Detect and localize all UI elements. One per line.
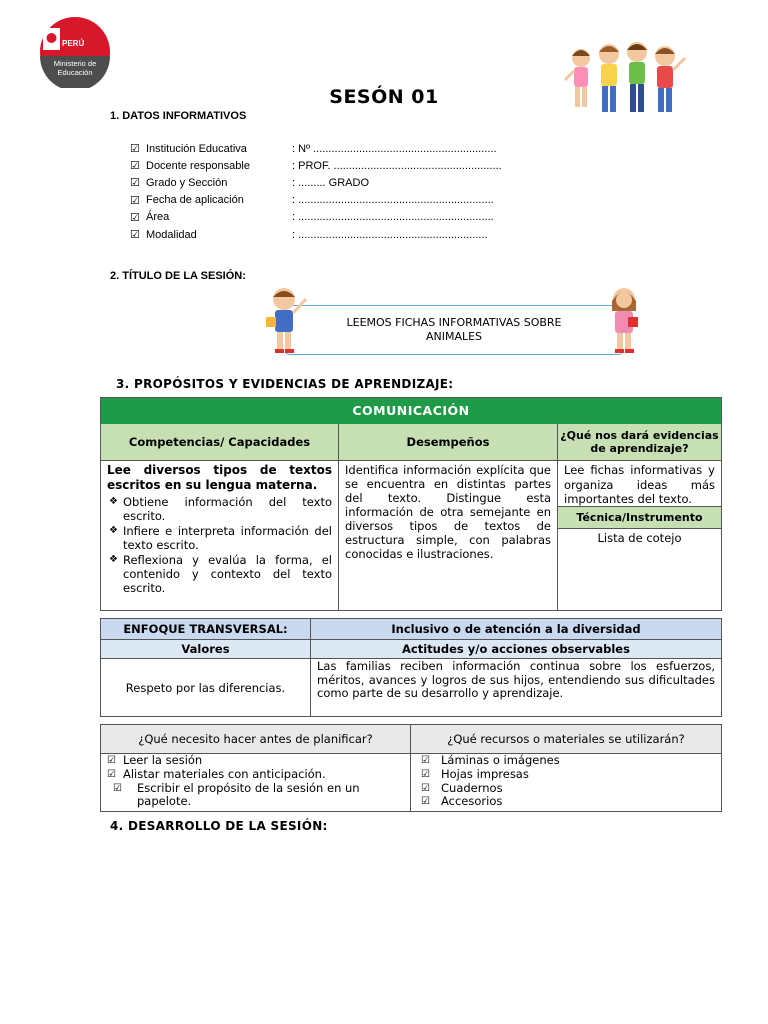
actitud-cell: Las familias reciben información continua sobre los esfuerzos, méritos, avances y logros de sus hijos, entendiendo sus dificultades como parte de su desarrollo y aprendizaje. xyxy=(317,659,715,701)
enfoque-label: ENFOQUE TRANSVERSAL: xyxy=(101,619,311,640)
recursos-list xyxy=(411,754,721,811)
antes-text: Alistar materiales con anticipación. xyxy=(123,766,326,781)
checkbox-icon: ☑ xyxy=(130,177,140,190)
list-item xyxy=(101,768,410,782)
checkbox-icon: ☑ xyxy=(113,782,122,794)
datos-row xyxy=(130,209,502,226)
desempeno-cell: Identifica información explícita que se encuentra en distintas partes del texto. Distingue esta información de otra semejante en diversos tipos de textos de estructura simple, con palabras conocidas e ilustraciones. xyxy=(339,461,558,610)
tecnica-header: Técnica/Instrumento xyxy=(558,507,721,529)
datos-value: : ......... GRADO xyxy=(292,176,370,189)
checkbox-icon: ☑ xyxy=(130,194,140,207)
boy-illustration xyxy=(262,285,310,355)
datos-row xyxy=(130,157,502,174)
antes-text: Leer la sesión xyxy=(123,753,203,767)
datos-row xyxy=(130,226,502,243)
checkbox-icon: ☑ xyxy=(130,143,140,156)
datos-label: Modalidad xyxy=(146,228,197,241)
checkbox-icon: ☑ xyxy=(421,782,430,794)
datos-row xyxy=(130,140,502,157)
enfoque-table xyxy=(100,618,722,717)
logo-ministry-line1: Ministerio de xyxy=(53,59,97,68)
list-item xyxy=(101,754,410,768)
checkbox-icon: ☑ xyxy=(107,755,116,766)
capacidad-text: Infiere e interpreta información del texto escrito. xyxy=(123,523,332,553)
list-item xyxy=(411,768,721,782)
checkbox-icon: ☑ xyxy=(130,229,140,242)
evidencia-cell: Lee fichas informativas y organiza ideas más importantes del texto. xyxy=(558,461,721,507)
datos-label: Fecha de aplicación xyxy=(146,194,244,207)
diamond-bullet-icon: ❖ xyxy=(109,524,118,536)
enfoque-name: Inclusivo o de atención a la diversidad xyxy=(311,619,721,640)
diamond-bullet-icon: ❖ xyxy=(109,496,118,507)
checkbox-icon: ☑ xyxy=(130,211,140,224)
capacidad-text: Obtiene información del texto escrito. xyxy=(123,495,332,524)
list-item xyxy=(411,782,721,796)
datos-value: : Nº ............................................................ xyxy=(292,142,497,155)
planificar-table xyxy=(100,724,722,812)
datos-label: Institución Educativa xyxy=(146,142,247,155)
competencias-cell xyxy=(101,461,339,610)
list-item xyxy=(107,524,332,553)
datos-label: Docente responsable xyxy=(146,159,250,172)
checkbox-icon: ☑ xyxy=(421,796,430,808)
col-header-antes: ¿Qué necesito hacer antes de planificar? xyxy=(101,725,411,754)
section-titulo-heading: 2. TÍTULO DE LA SESIÓN: xyxy=(110,270,246,282)
checkbox-icon: ☑ xyxy=(130,160,140,173)
logo-ministry-line2: Educación xyxy=(57,68,93,77)
recurso-text: Cuadernos xyxy=(441,780,503,795)
col-header-actitudes: Actitudes y/o acciones observables xyxy=(311,640,721,659)
section-desarrollo-heading: 4. DESARROLLO DE LA SESIÓN: xyxy=(110,819,328,833)
checkbox-icon: ☑ xyxy=(107,768,116,780)
checkbox-icon: ☑ xyxy=(421,755,430,766)
page-title: SESÓN 01 xyxy=(329,86,439,108)
logo-country-text: PERÚ xyxy=(62,39,85,48)
col-header-valores: Valores xyxy=(101,640,311,659)
diamond-bullet-icon: ❖ xyxy=(109,553,118,565)
instrumento-cell: Lista de cotejo xyxy=(597,531,682,545)
valor-cell: Respeto por las diferencias. xyxy=(101,659,311,716)
datos-value: : .............................................................. xyxy=(292,228,488,241)
datos-value: : PROF. ....................................................... xyxy=(292,159,502,172)
children-illustration xyxy=(563,38,693,118)
antes-text: Escribir el propósito de la sesión en un papelote. xyxy=(137,780,360,809)
datos-informativos-list xyxy=(130,140,502,243)
session-title-banner: LEEMOS FICHAS INFORMATIVAS SOBRE ANIMALES xyxy=(286,305,622,355)
col-header-desempenos: Desempeños xyxy=(339,424,558,461)
datos-label: Grado y Sección xyxy=(146,176,228,189)
list-item xyxy=(411,795,721,809)
capacidad-text: Reflexiona y evalúa la forma, el contenido y contexto del texto escrito. xyxy=(123,552,332,596)
comunicacion-table xyxy=(100,397,722,611)
girl-illustration xyxy=(602,285,646,355)
list-item xyxy=(101,782,410,810)
competencia-text: Lee diversos tipos de textos escritos en su lengua materna. xyxy=(107,463,332,492)
list-item xyxy=(107,495,332,524)
datos-label: Área xyxy=(146,211,170,224)
area-header: COMUNICACIÓN xyxy=(101,398,721,424)
list-item xyxy=(107,553,332,596)
checkbox-icon: ☑ xyxy=(421,768,430,780)
datos-value: : ................................................................ xyxy=(292,194,494,207)
ministerio-logo xyxy=(38,16,112,88)
antes-list xyxy=(101,754,411,811)
datos-row xyxy=(130,192,502,209)
section-propositos-heading: 3. PROPÓSITOS Y EVIDENCIAS DE APRENDIZAJE: xyxy=(116,377,454,391)
col-header-evidencias: ¿Qué nos dará evidencias de aprendizaje? xyxy=(558,424,721,461)
recurso-text: Hojas impresas xyxy=(441,766,529,781)
list-item xyxy=(411,754,721,768)
recurso-text: Láminas o imágenes xyxy=(441,753,560,767)
section-datos-heading: 1. DATOS INFORMATIVOS xyxy=(110,110,247,122)
col-header-recursos: ¿Qué recursos o materiales se utilizarán? xyxy=(411,725,721,754)
datos-row xyxy=(130,174,502,191)
recurso-text: Accesorios xyxy=(441,794,503,809)
datos-value: : ................................................................ xyxy=(292,211,494,224)
capacidades-list xyxy=(107,495,332,596)
col-header-competencias: Competencias/ Capacidades xyxy=(101,424,339,461)
